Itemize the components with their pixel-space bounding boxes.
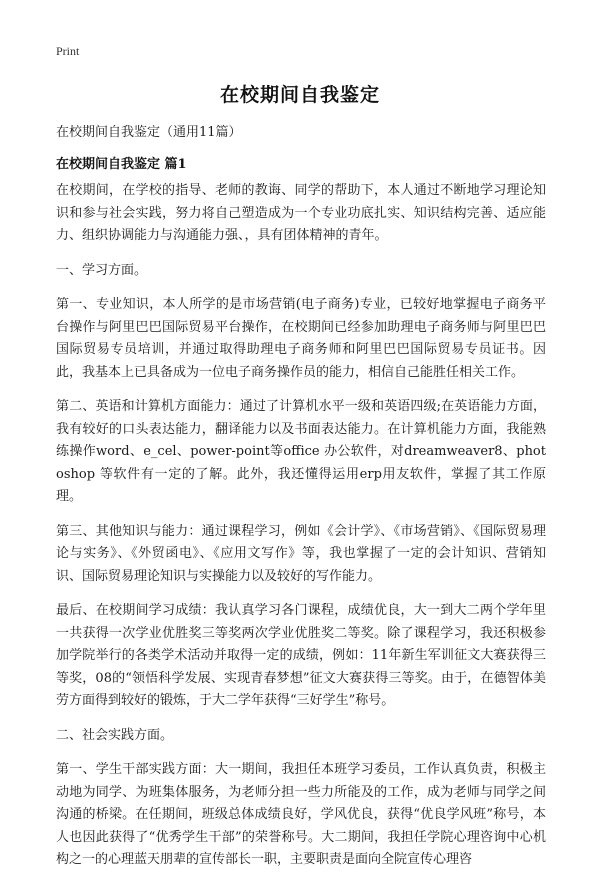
document-body: [56, 180, 546, 884]
paragraph-other-knowledge: 第三、其他知识与能力：通过课程学习，例如《会计学》、《市场营销》、《国际贸易理论与实务》、《外贸函电》、《应用文写作》等，我也掌握了一定的会计知识、营销知识、国际贸易理论知识与实操能力以及较好的写作能力。: [56, 523, 546, 584]
paragraph-grades: 最后、在校期间学习成绩：我认真学习各门课程，成绩优良，大一到大二两个学年里一共获得一次学业优胜奖三等奖两次学业优胜奖二等奖。除了课程学习，我还积极参加学院举行的各类学术活动并取得一定的成绩，例如：11年新生军训征文大赛获得三等奖，08的“领悟科学发展、实现青春梦想”征文大赛获得三等奖。由于，在德智体美劳方面得到较好的锻炼，于大二学年获得“三好学生”称号。: [56, 603, 546, 708]
document-title: 在校期间自我鉴定: [219, 84, 380, 106]
section-heading: 在校期间自我鉴定 篇1: [56, 157, 187, 172]
paragraph-intro: 在校期间，在学校的指导、老师的教诲、同学的帮助下，本人通过不断地学习理论知识和参与社会实践，努力将自己塑造成为一个专业功底扎实、知识结构完善、适应能力、组织协调能力与沟通能力强、，具有团体精神的青年。: [56, 183, 546, 243]
paragraph-study-heading: 一、学习方面。: [56, 262, 148, 278]
paragraph-english-computer: 第二、英语和计算机方面能力：通过了计算机水平一级和英语四级;在英语能力方面，我有较好的口头表达能力，翻译能力以及书面表达能力。在计算机能力方面，我能熟练操作word、e_cel、power-point等office 办公软件，对dreamweaver8、photoshop 等软件有一定的了解。此外，我还懂得运用erp用友软件，掌握了其工作原理。: [56, 399, 546, 504]
paragraph-practice-heading: 二、社会实践方面。: [56, 727, 174, 743]
document-subtitle: 在校期间自我鉴定（通用11篇）: [56, 125, 242, 140]
print-link[interactable]: Print: [56, 44, 80, 58]
paragraph-professional-knowledge: 第一、专业知识，本人所学的是市场营销(电子商务)专业，已较好地掌握电子商务平台操作与阿里巴巴国际贸易平台操作，在校期间已经参加助理电子商务师与阿里巴巴国际贸易专员培训，并通过取得助理电子商务师和阿里巴巴国际贸易专员证书。因此，我基本上已具备成为一位电子商务操作员的能力，相信自己能胜任相关工作。: [56, 297, 546, 380]
paragraph-student-cadre: 第一、学生干部实践方面：大一期间，我担任本班学习委员，工作认真负责，积极主动地为同学、为班集体服务，为老师分担一些力所能及的工作，成为老师与同学之间沟通的桥梁。在任期间，班级总体成绩良好，学风优良，获得“优良学风班”称号，本人也因此获得了“优秀学生干部”的荣誉称号。大二期间，我担任学院心理咨询中心机构之一的心理蓝天朋辈的宣传部长一职，主要职责是面向全院宣传心理咨: [56, 762, 546, 867]
